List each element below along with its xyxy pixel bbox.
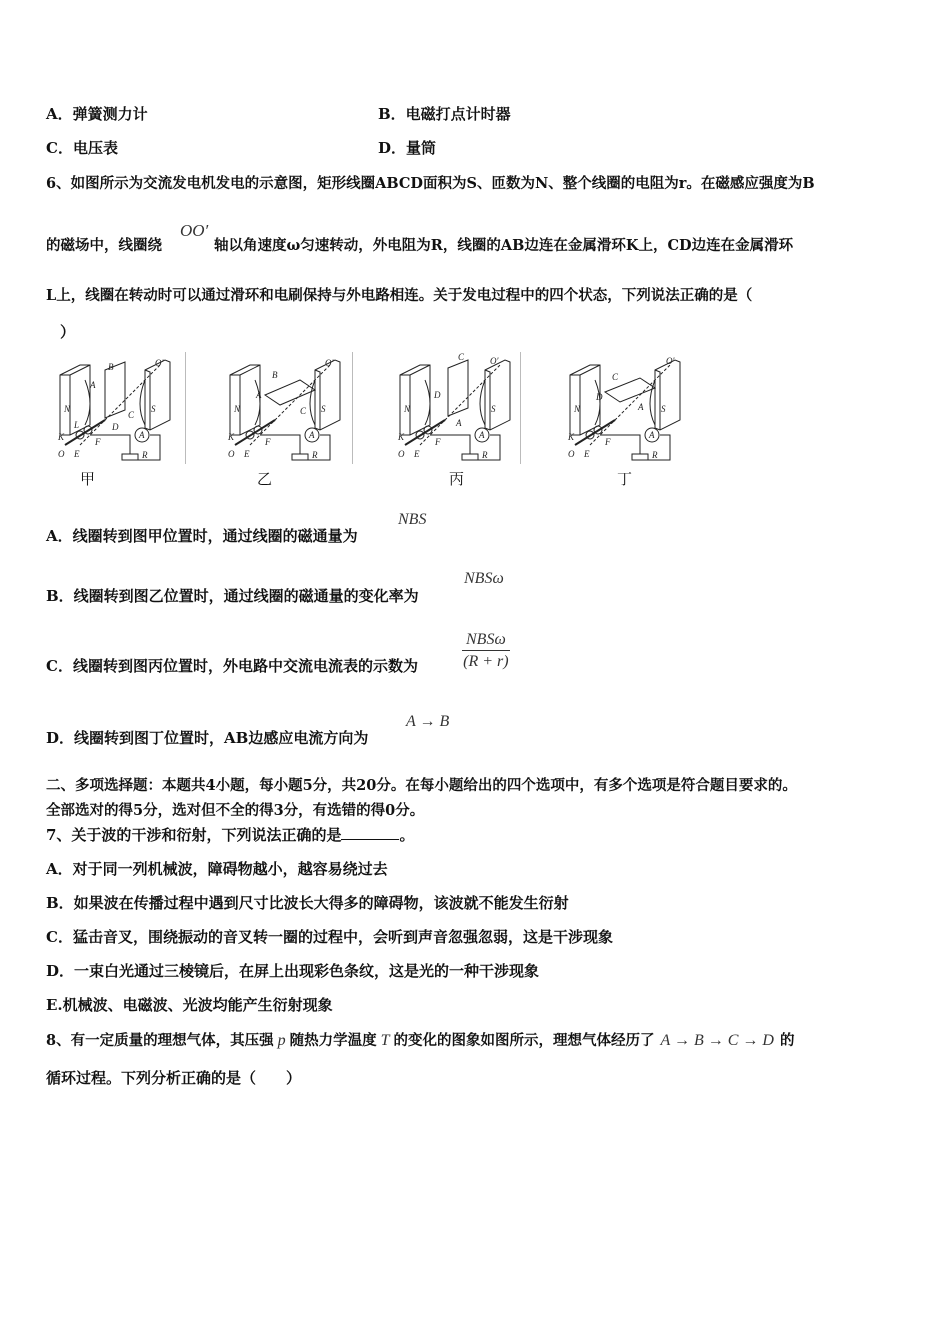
- figure-separator: [352, 352, 353, 464]
- svg-text:S: S: [491, 404, 496, 414]
- svg-text:A: A: [649, 430, 655, 440]
- svg-text:A: A: [479, 430, 485, 440]
- q6-option-c-numerator: NBSω: [462, 630, 510, 651]
- q8-stem-line1: [46, 1029, 794, 1050]
- svg-text:R: R: [652, 450, 658, 460]
- q5-option-a: A．弹簧测力计: [46, 105, 148, 123]
- q8-stem-line2: 循环过程。下列分析正确的是（ ）: [46, 1069, 302, 1087]
- svg-text:O′: O′: [490, 356, 499, 366]
- svg-text:E: E: [584, 449, 590, 459]
- svg-text:K: K: [228, 432, 235, 442]
- q5-option-b: B．电磁打点计时器: [378, 105, 511, 123]
- q6-stem-line2-pre: 的磁场中，线圈绕: [46, 237, 162, 254]
- generator-figure-yi: [220, 350, 355, 465]
- figure-caption-ding: 丁: [617, 470, 633, 488]
- svg-text:F: F: [605, 437, 611, 447]
- svg-text:N: N: [404, 404, 411, 414]
- svg-text:R: R: [312, 450, 318, 460]
- svg-text:F: F: [95, 437, 101, 447]
- svg-text:C: C: [300, 406, 307, 416]
- section2-heading-line2: 全部选对的得5分，选对但不全的得3分，有选错的得0分。: [46, 802, 425, 819]
- q7-stem: [46, 824, 414, 845]
- q8-text-d: 的: [779, 1032, 795, 1049]
- svg-text:A: A: [139, 430, 145, 440]
- svg-text:A: A: [456, 418, 462, 428]
- answer-blank: [341, 827, 399, 840]
- svg-text:K: K: [58, 432, 65, 442]
- q7-option-a: A．对于同一列机械波，障碍物越小，越容易绕过去: [46, 860, 388, 878]
- section2-heading-line1: 二、多项选择题：本题共4小题，每小题5分，共20分。在每小题给出的四个选项中，有多个选项是符合题目要求的。: [46, 777, 797, 794]
- svg-text:B: B: [108, 362, 114, 372]
- q6-stem-line4: ）: [60, 323, 76, 341]
- svg-text:C: C: [128, 410, 135, 420]
- svg-text:O: O: [228, 449, 235, 459]
- svg-text:L: L: [74, 420, 80, 430]
- figure-caption-yi: 乙: [257, 470, 273, 488]
- q7-option-c: C．猛击音叉，围绕振动的音叉转一圈的过程中，会听到声音忽强忽弱，这是干涉现象: [46, 928, 613, 946]
- svg-text:D: D: [112, 422, 119, 432]
- generator-figure-bing: [390, 350, 525, 465]
- q8-text-b: 随热力学温度: [289, 1032, 377, 1049]
- svg-text:F: F: [435, 437, 441, 447]
- q6-option-a-text: A．线圈转到图甲位置时，通过线圈的磁通量为: [46, 527, 358, 545]
- q7-option-d: D．一束白光通过三棱镜后，在屏上出现彩色条纹，这是光的一种干涉现象: [46, 962, 540, 980]
- svg-text:C: C: [612, 372, 619, 382]
- svg-text:F: F: [265, 437, 271, 447]
- q6-option-a-math: NBS: [398, 511, 427, 528]
- svg-text:R: R: [142, 450, 148, 460]
- q6-option-d-text: D．线圈转到图丁位置时，AB边感应电流方向为: [46, 729, 369, 747]
- svg-text:S: S: [151, 404, 156, 414]
- generator-figure-jia: [50, 350, 185, 465]
- svg-text:S: S: [321, 404, 326, 414]
- q6-option-d-math: A → B: [406, 713, 450, 730]
- svg-text:N: N: [64, 404, 71, 414]
- svg-text:E: E: [414, 449, 420, 459]
- q8-cycle-math: A → B → C → D: [660, 1032, 774, 1049]
- svg-text:D: D: [596, 392, 603, 402]
- svg-text:A: A: [309, 430, 315, 440]
- svg-text:N: N: [574, 404, 581, 414]
- svg-text:O′: O′: [666, 356, 675, 366]
- q8-text-c: 的变化的图象如图所示，理想气体经历了: [393, 1032, 655, 1049]
- svg-text:R: R: [482, 450, 488, 460]
- svg-text:K: K: [398, 432, 405, 442]
- q6-stem-line1: 6、如图所示为交流发电机发电的示意图，矩形线圈ABCD面积为S、匝数为N、整个线圈的电阻为r。在磁感应强度为B: [46, 175, 815, 192]
- q6-option-b-math: NBSω: [464, 570, 504, 587]
- q7-option-e: E.机械波、电磁波、光波均能产生衍射现象: [46, 996, 333, 1014]
- q7-stem-text: 7、关于波的干涉和衍射，下列说法正确的是: [46, 826, 342, 844]
- svg-text:B: B: [272, 370, 278, 380]
- svg-text:D: D: [434, 390, 441, 400]
- svg-text:O: O: [568, 449, 575, 459]
- generator-figure-ding: [560, 350, 695, 465]
- svg-text:C: C: [458, 352, 465, 362]
- q6-option-b-text: B．线圈转到图乙位置时，通过线圈的磁通量的变化率为: [46, 587, 419, 605]
- q6-stem-line3: L上，线圈在转动时可以通过滑环和电刷保持与外电路相连。关于发电过程中的四个状态，下列说法正确的是（: [46, 287, 753, 304]
- svg-text:S: S: [661, 404, 666, 414]
- q6-axis-math: OO′: [180, 221, 209, 240]
- q7-stem-end: 。: [399, 826, 415, 844]
- svg-text:O′: O′: [325, 358, 334, 368]
- q7-option-b: B．如果波在传播过程中遇到尺寸比波长大得多的障碍物，该波就不能发生衍射: [46, 894, 569, 912]
- q5-option-d: D．量筒: [378, 139, 437, 157]
- q6-option-c-text: C．线圈转到图丙位置时，外电路中交流电流表的示数为: [46, 657, 418, 675]
- svg-text:A: A: [638, 402, 644, 412]
- svg-text:N: N: [234, 404, 241, 414]
- svg-text:K: K: [568, 432, 575, 442]
- svg-text:A: A: [90, 380, 96, 390]
- svg-text:O: O: [398, 449, 405, 459]
- q6-option-c-denominator: (R + r): [463, 653, 509, 670]
- figure-separator: [520, 352, 521, 464]
- q6-stem-line2: [46, 234, 793, 255]
- figure-caption-bing: 丙: [449, 470, 465, 488]
- svg-text:O: O: [58, 449, 65, 459]
- svg-text:A: A: [256, 390, 262, 400]
- q8-text-a: 8、有一定质量的理想气体，其压强: [46, 1032, 274, 1049]
- q8-temperature-symbol: T: [380, 1032, 390, 1049]
- q8-pressure-symbol: p: [277, 1032, 286, 1049]
- svg-text:O′: O′: [155, 358, 164, 368]
- q6-option-c-fraction: [462, 630, 510, 673]
- q6-stem-line2-post: 轴以角速度ω匀速转动，外电阻为R，线圈的AB边连在金属滑环K上，CD边连在金属滑环: [214, 237, 794, 254]
- svg-text:E: E: [74, 449, 80, 459]
- figure-caption-jia: 甲: [80, 470, 96, 488]
- figure-separator: [185, 352, 186, 464]
- q5-option-c: C．电压表: [46, 139, 118, 157]
- svg-text:E: E: [244, 449, 250, 459]
